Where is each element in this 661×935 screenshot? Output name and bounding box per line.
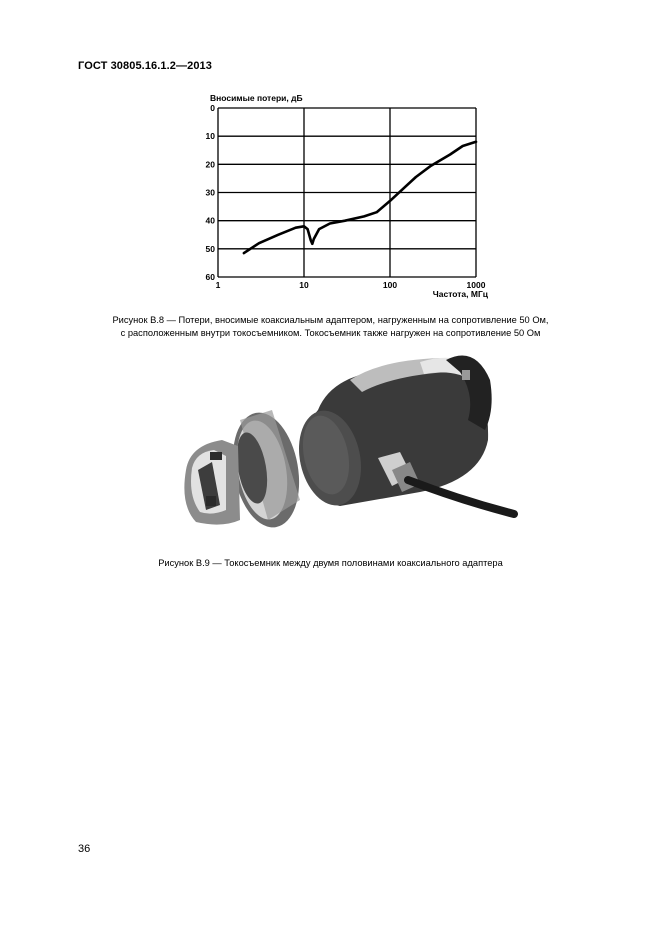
x-tick-label: 1000 xyxy=(466,280,486,290)
y-tick-label: 0 xyxy=(210,103,215,113)
x-tick-label: 10 xyxy=(299,280,309,290)
figure-b8-caption-line2: с расположенным внутри токосъемником. Токосъемник также нагружен на сопротивление 50 Ом xyxy=(120,327,541,338)
x-tick-label: 1 xyxy=(215,280,221,290)
y-tick-label: 20 xyxy=(205,159,215,170)
y-tick-label: 30 xyxy=(205,187,215,198)
figure-b8-caption-line1: Рисунок В.8 — Потери, вносимые коаксиальным адаптером, нагруженным на сопротивление 50 Ом, xyxy=(112,315,549,325)
x-axis-label: Частота, МГц xyxy=(432,289,488,299)
y-tick-label: 50 xyxy=(205,243,215,254)
current-probe xyxy=(291,356,514,515)
y-axis-label: Вносимые потери, дБ xyxy=(210,93,303,103)
adapter-half-left xyxy=(184,407,307,532)
y-tick-label: 60 xyxy=(205,272,215,282)
y-tick-label: 10 xyxy=(205,131,215,142)
x-tick-label: 100 xyxy=(382,280,398,290)
document-header: ГОСТ 30805.16.1.2—2013 xyxy=(78,60,212,72)
figure-b9-caption: Рисунок В.9 — Токосъемник между двумя половинами коаксиального адаптера xyxy=(158,558,503,568)
page-number: 36 xyxy=(78,843,91,855)
y-tick-label: 40 xyxy=(205,215,215,226)
